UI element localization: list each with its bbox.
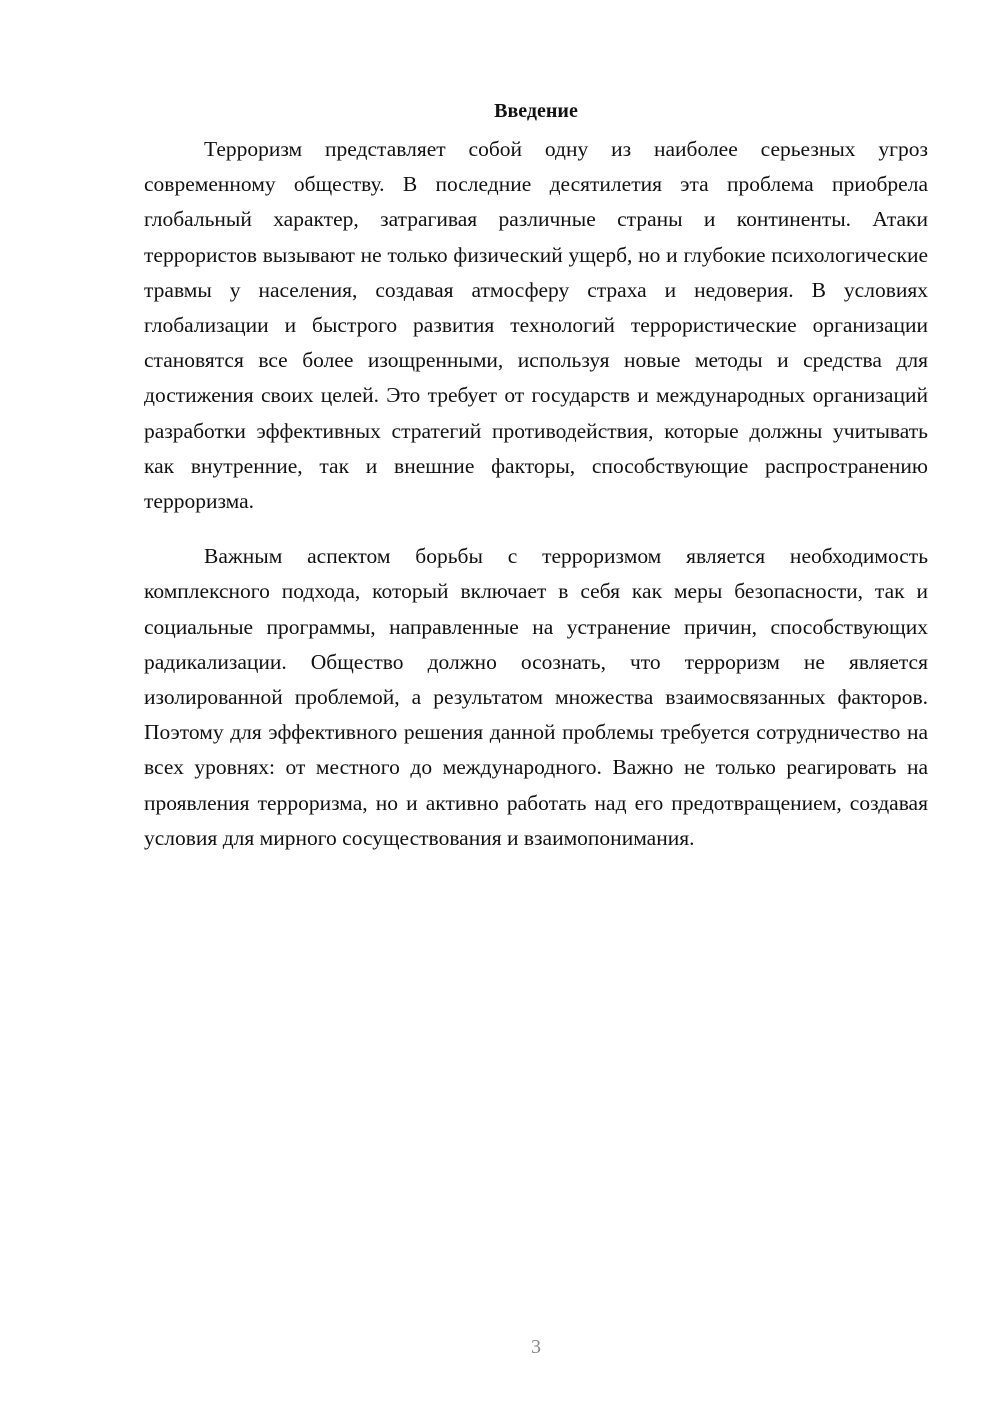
paragraph-2: Важным аспектом борьбы с терроризмом является необходимость комплексного подхода, который включает в себя как меры безопасности, так и социальные программы, направленные на устранение причин, способствующих радикализации. Общество должно осознать, что терроризм не является изолированной проблемой, а результатом множества взаимосвязанных факторов. Поэтому для эффективного решения данной проблемы требуется сотрудничество на всех уровнях: от местного до международного. Важно не только реагировать на проявления терроризма, но и активно работать над его предотвращением, создавая условия для мирного сосуществования и взаимопонимания. [144, 544, 928, 850]
paragraph-1: Терроризм представляет собой одну из наиболее серьезных угроз современному обществу. В последние десятилетия эта проблема приобрела глобальный характер, затрагивая различные страны и континенты. Атаки террористов вызывают не только физический ущерб, но и глубокие психологические травмы у населения, создавая атмосферу страха и недоверия. В условиях глобализации и быстрого развития технологий террористические организации становятся все более изощренными, используя новые методы и средства для достижения своих целей. Это требует от государств и международных организаций разработки эффективных стратегий противодействия, которые должны учитывать как внутренние, так и внешние факторы, способствующие распространению терроризма. [144, 137, 928, 514]
page-number: 3 [531, 1336, 541, 1358]
page-content [144, 96, 928, 856]
section-title: Введение [494, 100, 578, 122]
